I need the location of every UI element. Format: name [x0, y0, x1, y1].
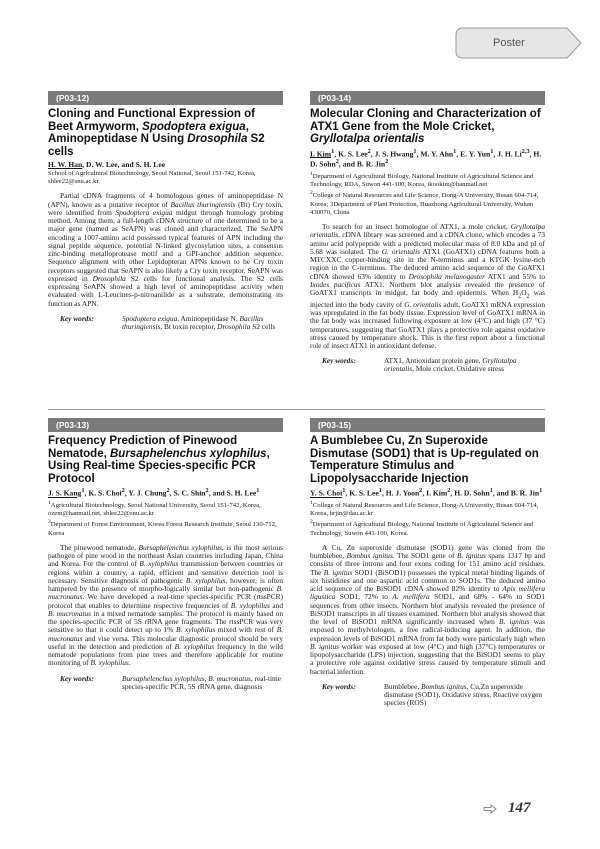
article-affiliation: $^1$Department of Agricultural Biology, National Institute of Agricultural Science and Technology, RDA, Suwon 441-100, Korea, ikookim@hanmail.net $^2$College of Natural Resources and Life Science, Dong-A University, Busan 604-714, Korea; 3Department of Plant Protection, Huazhong Agricultural University, Wuhan 430070, China	[310, 170, 539, 216]
article-abstract: A Cu, Zn superoxide dismutase (SOD1) gene was cloned from the bumblebee, Bombus ignitus. The SOD1 gene of B. ignitus spans 1317 bp and consists of three introns and four exons coding for 151 amino acid residues. The B. ignitus SOD1 (BiSOD1) possesses the typical metal binding ligands of six histidines and one aspartic acid common to SOD1s. The deduced amino acid sequence of the BiSOD1 cDNA showed 82% identity to Apis mellifera ligustica SOD1, 72% to A. mellifera SOD1, and 68% - 64% to SOD1 sequences from other insects. Northern blot analysis revealed the presence of BiSOD1 transcripts in all tissues examined. Northern blot analysis showed that the level of BiSOD1 mRNA significantly increased when B. ignitus was exposed to methylviologen, a free radical-inducing agent. In addition, the expression levels of BiSOD1 mRNA from fat body were particularly high when B. ignitus worker was exposed at low (4°C) and high (37°C) temperatures or lipopolysaccharide (LPS) injection, suggesting that the BiSOD1 seems to play a protective role against oxidative stress caused by temperature stimuli and bacterial infection.	[310, 542, 546, 676]
article-p03-12	[48, 91, 283, 331]
article-authors: Y. S. Choi$^1$, K. S. Lee$^1$, H. J. Yoon$^2$, I. Kim$^2$, H. D. Sohn$^1$, and B. R. Jin$^1$	[310, 487, 543, 498]
page-arrow-icon	[483, 804, 497, 814]
article-code: (P03-14)	[310, 91, 545, 105]
article-authors: H. W. Han, D. W. Lee, and S. H. Lee	[48, 160, 166, 169]
article-affiliation: $^1$Agricultural Biotechnology, Seoul National University, Seoul 151-742, Korea, ozem@hanmail.net, shlee22@snu.ac.kr $^2$Department of Forest Environment, Korea Forest Research Institute, Seoul 130-712, Korea	[48, 499, 277, 537]
article-p03-13	[48, 418, 283, 691]
article-keywords	[310, 683, 545, 708]
article-authors: I. Kim$^1$, K. S. Lee$^2$, J. S. Hwang$^1$, M. Y. Ahn$^1$, E. Y. Yun$^1$, J. H. Li$^{2,3}$, H. D. Sohn$^2$, and B. R. Jin$^2$	[310, 147, 542, 169]
article-title: Frequency Prediction of Pinewood Nematode, Bursaphelenchus xylophilus, Using Real-time Species-specific PCR Protocol	[48, 435, 270, 485]
page-number: 147	[508, 800, 531, 816]
article-keywords	[310, 357, 545, 373]
article-title: Cloning and Functional Expression of Beet Armyworm, Spodoptera exigua, Aminopeptidase N Using Drosophila S2 cells	[48, 108, 265, 158]
keywords-text: Spodoptera exigua, Aminopeptidase N, Bacillus thuringiensis, Bt toxin receptor, Drosophila S2 cells	[122, 313, 276, 332]
keywords-text: Bursaphelenchus xylophilus, B. mucronatus, real-time species-specific PCR, 5S rRNA gene, diagnosis	[122, 673, 282, 691]
article-keywords	[48, 675, 283, 691]
keywords-label: Key words:	[322, 356, 356, 366]
keywords-label: Key words:	[322, 681, 356, 691]
article-abstract: The pinewood nematode, Bursaphelenchus xylophilus, is the most serious pathogen of pine wood in the northeast Asian countries including Japan, China and Korea. For the control of B. xylophilus transmission between countries or regions within a country, a rapid, efficient and sensitive detection tool is necessary. Sensitive diagnosis of pathogenic B. xylophilus, however, is often hampered by the presence of morpho-logically similar but non-pathogenic B. mucronatus. We have developed a real-time species-specific PCR (rtssPCR) protocol that enables to determine respective frequencies of B. xylophilus and B. mucronatus in a mixed nematode samples. The protocol is mainly based on the species-specific PCR of 5S rRNA gene fragments. The rtssPCR was very sensitive so that it could detect up to 1% B. xylophilus mixed with rest of B. mucronatus and vise versa. This molecular diagnostic protocol should be very useful in the detection and prediction of B. xylophilus frequency in the wild nematode populations from pine trees and therefore applicable for routine monitoring of B. xylophilus.	[48, 542, 284, 668]
article-affiliation: School of Agricultural Biotechnology, Seoul National, Seoul 151-742, Korea, shlee22@snu.ac.kr	[48, 170, 256, 186]
section-label: Poster	[493, 37, 525, 49]
keywords-label: Key words:	[60, 313, 94, 323]
article-title: A Bumblebee Cu, Zn Superoxide Dismutase (SOD1) that is Up-regulated on Temperature Stimulus and Lipopolysaccharide Injection	[310, 435, 539, 485]
section-divider	[48, 409, 545, 410]
article-abstract: Partial cDNA fragments of 4 homologous genes of aminopeptidase N (APN), known as a putative receptor of Bacillus thuringiensis (Bt) Cry toxin, were identified from Spodoptera exigua midgut through homology probing method. Among them, a full-length cDNA structure of one determined to be a major gene (named as SeAPN) was cloned and characterized. The SeAPN encoding a 1007-amino acid possessed typical features of APN including the signal peptide sequence, potential N-linked glycosylation sites, a consensus zinc-binding metalloprotease motif and a GPI-anchor addition sequence. Sequence alignment with other Lepidopteran APNs known to be Cry toxin receptors suggested that SeAPN is also likely a Cry toxin receptor. SeAPN was expressed in Drosophila S2 cells for functional analysis. The S2 cells expressing SeAPN showed a high level of aminopeptidase activity when evaluated with L-Leucines-p-nitroanilide as a substrate, demonstrating its function as APN.	[48, 191, 283, 308]
section-tab	[455, 27, 595, 59]
article-title: Molecular Cloning and Characterization of ATX1 Gene from the Mole Cricket, Gryllotalpa orientalis	[310, 108, 541, 145]
keywords-text: Bumblebee, Bombus ignitus, Cu,Zn superoxide dismutase (SOD1), Oxidative stress, Reactive oxygen species (ROS)	[384, 681, 543, 708]
keywords-label: Key words:	[60, 673, 94, 683]
article-p03-15	[310, 418, 545, 707]
article-affiliation: $^1$College of Natural Resources and Life Science, Dong-A University, Busan 604-714, Korea, brjin@dau.ac.kr $^2$Department of Agricultural Biology, National Institute of Agricultural Science and Technology, Suwon 441-100, Korea.	[310, 499, 539, 537]
keywords-text: ATX1, Antioxidant protein gene, Gryllotalpa orientalis, Mole cricket, Oxidative stress	[384, 356, 517, 374]
article-keywords	[48, 315, 283, 331]
tab-shape	[455, 27, 595, 59]
article-code: (P03-13)	[48, 418, 283, 432]
article-p03-14	[310, 91, 545, 374]
article-abstract: To search for an insect homologue of ATX1, a mole cricket, Gryllotalpa orientalis, cDNA library was screened and a cDNA clone, which encodes a 73 amino acid polypeptide with a predicted molecular mass of 8.0 kDa and pI of 5.68 was isolated. The G. orientalis ATX1 (GoATX1) cDNA features both a MTCXXC copper-binding site in the N-terminus and a KTGK lysine-rich region in the C-terminus. The deduced amino acid sequence of the GoATX1 cDNA showed 63% identity to Drosophila melanogaster ATX1 and 55% to Ixodes pacificus ATX1. Northern blot analysis revealed the presence of GoATX1 transcripts in midgut, fat body and epidermis. When $H_2O_2$ was injected into the body cavity of G. orientalis adult, GoATX1 mRNA expression was upregulated in the fat body tissue. Expression level of GoATX1 mRNA in the fat body was increased following exposure at low (4°C) and high (37 °C) temperatures, suggesting that GoATX1 plays a protective role against oxidative stress caused by temperature shock. This is the first report about a functional role of insect ATX1 in antioxidant defense.	[310, 222, 545, 351]
article-authors: J. S. Kang$^1$, K. S. Choi$^2$, Y. J. Chung$^2$, S. C. Shin$^2$, and S. H. Lee$^1$	[48, 487, 260, 498]
article-code: (P03-12)	[48, 91, 283, 105]
article-code: (P03-15)	[310, 418, 545, 432]
